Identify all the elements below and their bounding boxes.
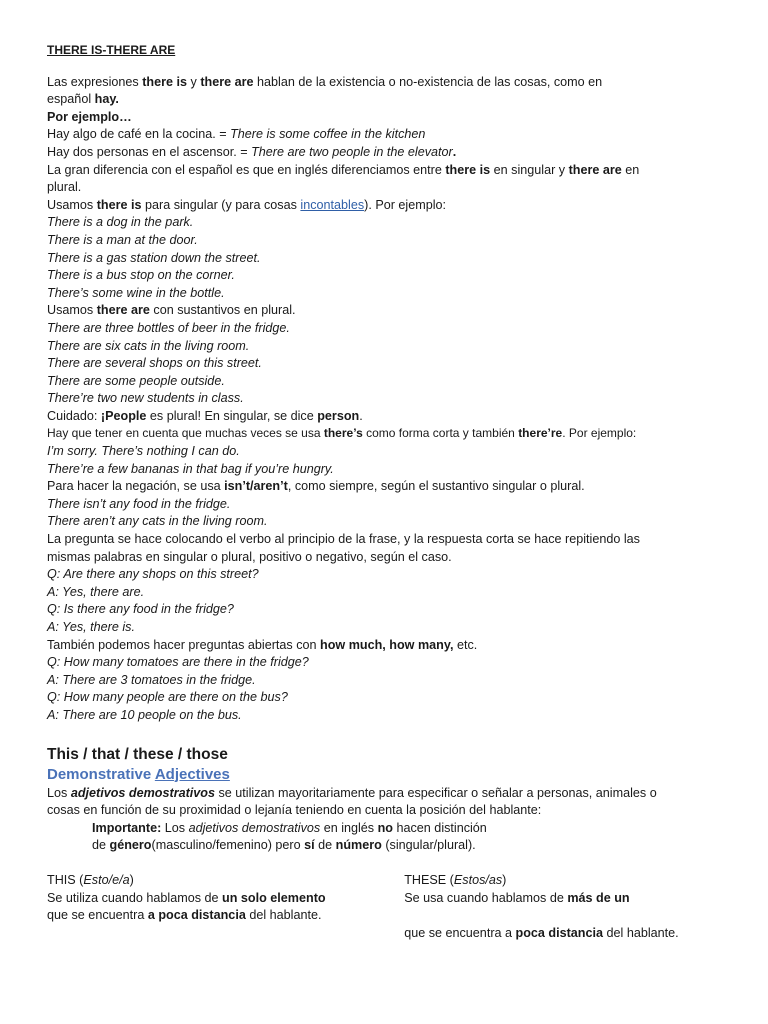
plural-example: There are three bottles of beer in the fridge. <box>47 320 290 335</box>
qa-line: A: Yes, there is. <box>47 620 135 634</box>
qa2-line: Q: How many people are there on the bus? <box>47 690 288 705</box>
this-column <box>47 872 404 942</box>
qa2-line: A: There are 10 people on the bus. <box>47 707 242 722</box>
section-title-demonstratives: This / that / these / those <box>47 745 228 763</box>
these-heading: THESE (Estos/as) <box>404 872 507 887</box>
usamos-plural: Usamos there are con sustantivos en plural. <box>47 303 296 318</box>
demo-text-line-2: cosas en función de su proximidad o lejanía teniendo en cuenta la posición del hablante: <box>47 803 542 818</box>
singular-example: There is a bus stop on the corner. <box>47 268 235 283</box>
adjectives-link[interactable]: Adjectives <box>154 765 230 783</box>
pregunta-line-2: mismas palabras en singular o plural, positivo o negativo, según el caso. <box>47 549 452 564</box>
singular-example: There is a gas station down the street. <box>47 250 261 265</box>
plural-example: There’re two new students in class. <box>47 391 244 406</box>
por-ejemplo: Por ejemplo… <box>47 109 132 124</box>
document-title: THERE IS-THERE ARE <box>47 43 176 57</box>
singular-example: There’s some wine in the bottle. <box>47 285 225 300</box>
negative-example: There isn’t any food in the fridge. <box>47 496 231 511</box>
these-column <box>404 872 728 942</box>
importante-line-2: de género(masculino/femenino) pero sí de número (singular/plural). <box>92 838 476 853</box>
qa-line: Q: Is there any food in the fridge? <box>47 602 234 617</box>
intro-line-1: Las expresiones there is y there are hablan de la existencia o no-existencia de las cosas, como en <box>47 74 603 89</box>
qa-line: Q: Are there any shops on this street? <box>47 567 259 582</box>
plural-example: There are six cats in the living room. <box>47 338 250 353</box>
abiertas-note: También podemos hacer preguntas abiertas con how much, how many, etc. <box>47 637 478 652</box>
short-form-example: I’m sorry. There’s nothing I can do. <box>47 444 240 459</box>
qa-line: A: Yes, there are. <box>47 584 145 599</box>
cuidado-note: Cuidado: ¡People es plural! En singular, se dice person. <box>47 408 363 423</box>
short-form-example: There’re a few bananas in that bag if you’re hungry. <box>47 461 334 476</box>
these-distance: que se encuentra a poca distancia del hablante. <box>404 925 679 940</box>
example-coffee: Hay algo de café en la cocina. = There is some coffee in the kitchen <box>47 127 426 142</box>
this-heading: THIS (Esto/e/a) <box>47 872 134 887</box>
intro-line-2: español hay. <box>47 92 119 107</box>
this-these-columns <box>47 872 728 942</box>
difference-line-1: La gran diferencia con el español es que en inglés diferenciamos entre there is en singular y there are en <box>47 162 640 177</box>
qa2-line: A: There are 3 tomatoes in the fridge. <box>47 672 256 687</box>
usamos-singular: Usamos there is para singular (y para cosas incontables). Por ejemplo: <box>47 197 447 212</box>
demo-text-line-1: Los adjetivos demostrativos se utilizan mayoritariamente para especificar o señalar a personas, animales o <box>47 785 657 800</box>
negacion-note: Para hacer la negación, se usa isn’t/aren’t, como siempre, según el sustantivo singular o plural. <box>47 479 585 494</box>
negative-example: There aren’t any cats in the living room. <box>47 514 268 529</box>
these-usage: Se usa cuando hablamos de más de un <box>404 890 630 905</box>
incontables-link[interactable]: incontables <box>300 197 365 212</box>
plural-example: There are several shops on this street. <box>47 356 262 371</box>
plural-example: There are some people outside. <box>47 373 225 388</box>
forma-corta-note: Hay que tener en cuenta que muchas veces se usa there’s como forma corta y también there’re. Por ejemplo: <box>47 426 637 441</box>
qa2-line: Q: How many tomatoes are there in the fridge? <box>47 655 309 670</box>
difference-line-2: plural. <box>47 180 82 195</box>
example-elevator: Hay dos personas en el ascensor. = There are two people in the elevator. <box>47 144 457 159</box>
pregunta-line-1: La pregunta se hace colocando el verbo al principio de la frase, y la respuesta corta se hace repitiendo las <box>47 532 640 547</box>
this-distance: que se encuentra a poca distancia del hablante. <box>47 908 322 923</box>
singular-example: There is a man at the door. <box>47 232 198 247</box>
singular-example: There is a dog in the park. <box>47 215 194 230</box>
section-subtitle: Demonstrative Adjectives <box>47 765 230 783</box>
importante-line-1: Importante: Los adjetivos demostrativos en inglés no hacen distinción <box>92 820 487 835</box>
this-usage: Se utiliza cuando hablamos de un solo elemento <box>47 890 326 905</box>
